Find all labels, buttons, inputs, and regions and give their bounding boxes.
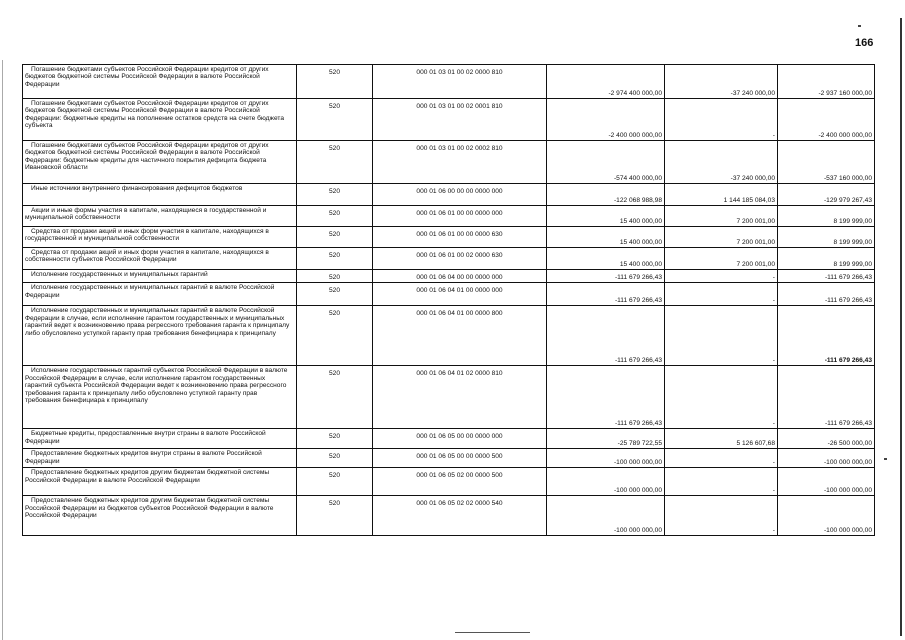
row-unexecuted-amount: -100 000 000,00 [778,496,875,536]
table-row [23,248,875,270]
row-name: Погашение бюджетами субъектов Российской Федерации кредитов от других бюджетов бюджетной системы Российской Федерации в валюте Российской Федерации: бюджетные кредиты для частичного покрытия дефицита бюджета Ивановской области [23,141,297,184]
row-approved-amount: -25 789 722,55 [547,429,665,449]
row-approved-amount: -574 400 000,00 [547,141,665,184]
table-row [23,65,875,99]
row-unexecuted-amount: -537 160 000,00 [778,141,875,184]
row-executed-amount: - [665,283,778,306]
row-kbk-code: 000 01 06 00 00 00 0000 000 [373,184,547,206]
table-row [23,270,875,283]
row-line-code: 520 [297,496,373,536]
row-kbk-code: 000 01 03 01 00 02 0001 810 [373,99,547,141]
table-row [23,429,875,449]
row-kbk-code: 000 01 06 01 00 02 0000 630 [373,248,547,270]
row-approved-amount: -2 400 000 000,00 [547,99,665,141]
row-unexecuted-amount: -111 679 266,43 [778,366,875,429]
row-approved-amount: -111 679 266,43 [547,306,665,366]
row-kbk-code: 000 01 06 05 00 00 0000 000 [373,429,547,449]
row-kbk-code: 000 01 06 05 02 02 0000 540 [373,496,547,536]
row-unexecuted-amount: -100 000 000,00 [778,449,875,468]
row-executed-amount: - [665,496,778,536]
table-row [23,306,875,366]
table-row [23,141,875,184]
bottom-rule [455,632,530,633]
table-row [23,184,875,206]
row-unexecuted-amount: 8 199 999,00 [778,248,875,270]
row-executed-amount: 5 126 607,68 [665,429,778,449]
row-approved-amount: 15 400 000,00 [547,227,665,248]
row-executed-amount: -37 240 000,00 [665,141,778,184]
row-line-code: 520 [297,283,373,306]
row-approved-amount: 15 400 000,00 [547,206,665,227]
row-executed-amount: 7 200 001,00 [665,206,778,227]
row-kbk-code: 000 01 06 04 01 02 0000 810 [373,366,547,429]
table-row [23,449,875,468]
table-row [23,227,875,248]
row-name: Иные источники внутреннего финансирования дефицитов бюджетов [23,184,297,206]
row-approved-amount: -122 068 988,98 [547,184,665,206]
row-executed-amount: 7 200 001,00 [665,248,778,270]
row-unexecuted-amount: -111 679 266,43 [778,306,875,366]
row-unexecuted-amount: -2 400 000 000,00 [778,99,875,141]
row-name: Исполнение государственных и муниципальных гарантий [23,270,297,283]
row-executed-amount: - [665,270,778,283]
row-kbk-code: 000 01 06 01 00 00 0000 630 [373,227,547,248]
row-kbk-code: 000 01 03 01 00 02 0000 810 [373,65,547,99]
row-line-code: 520 [297,306,373,366]
row-unexecuted-amount: -129 979 267,43 [778,184,875,206]
scan-left-edge [2,60,3,640]
row-name: Бюджетные кредиты, предоставленные внутри страны в валюте Российской Федерации [23,429,297,449]
row-name: Погашение бюджетами субъектов Российской Федерации кредитов от других бюджетов бюджетной системы Российской Федерации в валюте Российской Федерации [23,65,297,99]
row-unexecuted-amount: -26 500 000,00 [778,429,875,449]
row-line-code: 520 [297,248,373,270]
row-executed-amount: - [665,306,778,366]
row-kbk-code: 000 01 06 04 00 00 0000 000 [373,270,547,283]
row-approved-amount: 15 400 000,00 [547,248,665,270]
row-approved-amount: -100 000 000,00 [547,449,665,468]
row-kbk-code: 000 01 06 04 01 00 0000 800 [373,306,547,366]
table-row [23,206,875,227]
row-name: Исполнение государственных и муниципальных гарантий в валюте Российской Федерации [23,283,297,306]
row-name: Акции и иные формы участия в капитале, находящиеся в государственной и муниципальной собственности [23,206,297,227]
row-line-code: 520 [297,366,373,429]
scan-right-edge [900,18,902,636]
row-line-code: 520 [297,206,373,227]
row-unexecuted-amount: -2 937 160 000,00 [778,65,875,99]
row-line-code: 520 [297,141,373,184]
row-executed-amount: -37 240 000,00 [665,65,778,99]
row-unexecuted-amount: -100 000 000,00 [778,468,875,496]
row-kbk-code: 000 01 06 01 00 00 0000 000 [373,206,547,227]
row-name: Предоставление бюджетных кредитов другим бюджетам бюджетной системы Российской Федерации в валюте Российской Федерации [23,468,297,496]
row-kbk-code: 000 01 06 05 00 00 0000 500 [373,449,547,468]
scan-speck [884,458,887,460]
row-approved-amount: -100 000 000,00 [547,496,665,536]
table-row [23,283,875,306]
row-line-code: 520 [297,65,373,99]
row-name: Исполнение государственных гарантий субъектов Российской Федерации в валюте Российской Федерации в случае, если исполнение гарантом государственных гарантий субъекта Российской Федерации ведет к возникновению права регрессного требования гаранта к принципалу либо обусловлено уступкой гаранту прав требования бенефициара к принципалу [23,366,297,429]
sources-financing-table [22,64,875,536]
table-row [23,496,875,536]
row-line-code: 520 [297,184,373,206]
table-body [23,65,875,536]
row-approved-amount: -2 974 400 000,00 [547,65,665,99]
row-line-code: 520 [297,449,373,468]
scan-speck [858,25,861,27]
row-approved-amount: -111 679 266,43 [547,366,665,429]
row-unexecuted-amount: -111 679 266,43 [778,270,875,283]
page-number: 166 [855,37,874,49]
table-row [23,99,875,141]
row-line-code: 520 [297,227,373,248]
row-executed-amount: - [665,468,778,496]
row-executed-amount: 1 144 185 084,03 [665,184,778,206]
row-name: Погашение бюджетами субъектов Российской Федерации кредитов от других бюджетов бюджетной системы Российской Федерации в валюте Российской Федерации: бюджетные кредиты на пополнение остатков средств на счете бюджета субъекта [23,99,297,141]
row-name: Исполнение государственных и муниципальных гарантий в валюте Российской Федерации в случае, если исполнение гарантом государственных и муниципальных гарантий ведет к возникновению права регрессного требования гаранта к принципалу либо обусловлено уступкой гаранту прав требования бенефициара к принципалу [23,306,297,366]
row-executed-amount: - [665,99,778,141]
row-kbk-code: 000 01 06 04 01 00 0000 000 [373,283,547,306]
row-unexecuted-amount: 8 199 999,00 [778,206,875,227]
row-name: Предоставление бюджетных кредитов другим бюджетам бюджетной системы Российской Федерации из бюджетов субъектов Российской Федерации в валюте Российской Федерации [23,496,297,536]
row-approved-amount: -111 679 266,43 [547,270,665,283]
row-executed-amount: 7 200 001,00 [665,227,778,248]
row-name: Средства от продажи акций и иных форм участия в капитале, находящихся в государственной и муниципальной собственности [23,227,297,248]
table-row [23,366,875,429]
row-executed-amount: - [665,449,778,468]
row-name: Предоставление бюджетных кредитов внутри страны в валюте Российской Федерации [23,449,297,468]
row-approved-amount: -100 000 000,00 [547,468,665,496]
table-row [23,468,875,496]
row-unexecuted-amount: 8 199 999,00 [778,227,875,248]
row-line-code: 520 [297,429,373,449]
row-executed-amount: - [665,366,778,429]
row-line-code: 520 [297,99,373,141]
row-kbk-code: 000 01 06 05 02 00 0000 500 [373,468,547,496]
row-line-code: 520 [297,468,373,496]
row-name: Средства от продажи акций и иных форм участия в капитале, находящихся в собственности субъектов Российской Федерации [23,248,297,270]
row-kbk-code: 000 01 03 01 00 02 0002 810 [373,141,547,184]
row-unexecuted-amount: -111 679 266,43 [778,283,875,306]
row-approved-amount: -111 679 266,43 [547,283,665,306]
row-line-code: 520 [297,270,373,283]
